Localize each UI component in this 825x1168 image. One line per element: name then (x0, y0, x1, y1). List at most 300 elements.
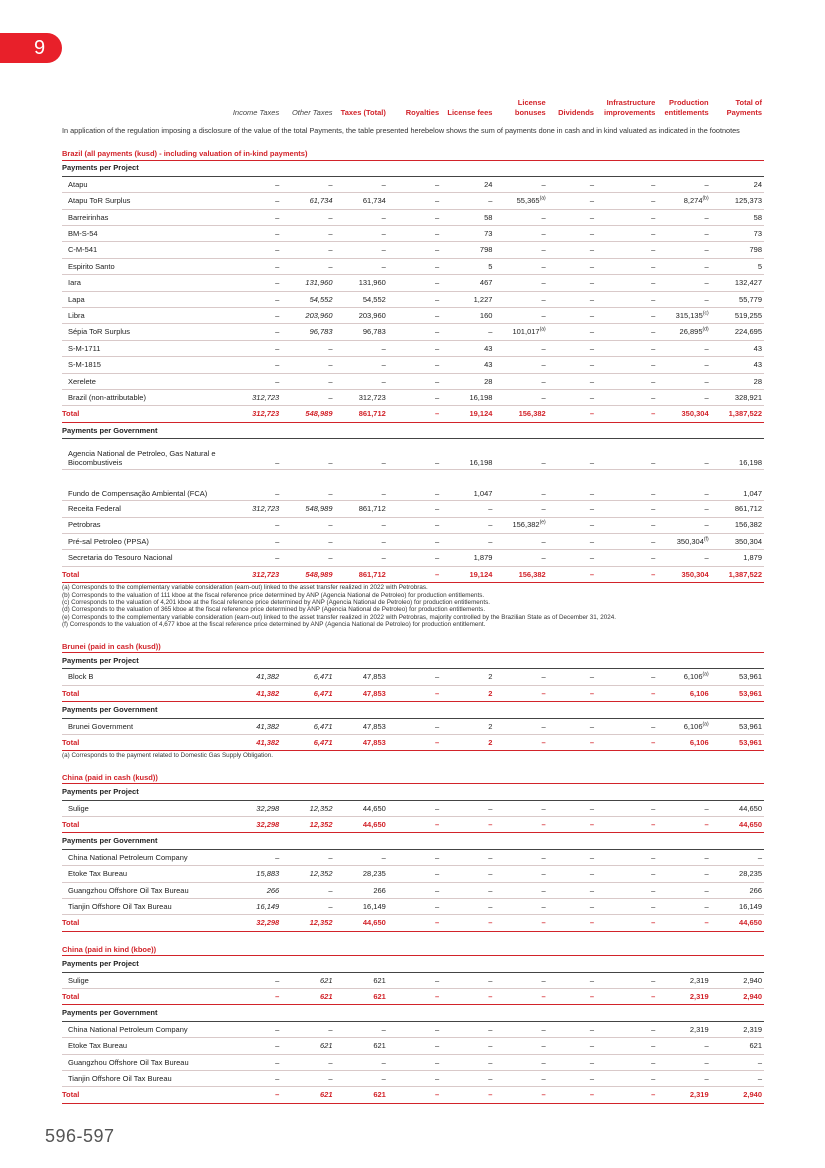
cell-value: – (589, 488, 594, 498)
cell-value: – (651, 1041, 656, 1051)
cell-value: – (651, 721, 656, 731)
value-cell (335, 915, 388, 931)
value-cell (596, 849, 657, 865)
value-cell (388, 1054, 441, 1070)
column-header: Other Taxes (291, 108, 333, 117)
cell-value: – (651, 992, 656, 1002)
row-label: Atapu (62, 176, 228, 192)
row-label: C-M-541 (62, 242, 228, 258)
cell-value: – (589, 179, 594, 189)
cell-value: 350,304 (681, 569, 709, 579)
cell-value: – (541, 1041, 546, 1051)
value-cell (657, 340, 710, 356)
value-cell (441, 1087, 494, 1103)
cell-value: 548,989 (305, 569, 333, 579)
table-row (62, 242, 764, 258)
section-title: China (paid in cash (kusd)) (62, 760, 764, 784)
footnote: (d) Corresponds to the valuation of 365 kboe at the fiscal reference price determined by ANP (Agencia National de Petroleo) for production entitlements. (62, 606, 486, 614)
value-cell (548, 882, 596, 898)
cell-value: – (589, 1090, 594, 1100)
cell-value: – (541, 212, 546, 222)
cell-value: – (275, 553, 280, 563)
value-cell (494, 324, 547, 340)
value-cell (388, 915, 441, 931)
value-cell (657, 899, 710, 915)
cell-value: – (651, 360, 656, 370)
value-cell (494, 357, 547, 373)
value-cell (388, 357, 441, 373)
value-cell (228, 989, 281, 1005)
cell-value: – (434, 409, 440, 419)
value-cell (388, 972, 441, 988)
cell-value: – (704, 229, 709, 238)
cell-value: – (651, 343, 656, 353)
value-cell (228, 669, 281, 685)
value-cell (228, 550, 281, 566)
footnote-ref: (d) (702, 326, 709, 333)
cell-value: – (704, 553, 709, 563)
value-cell (388, 899, 441, 915)
value-cell (228, 291, 281, 307)
cell-value: – (651, 488, 656, 498)
value-cell (388, 275, 441, 291)
value-cell (335, 308, 388, 324)
row-label: BM-S-54 (62, 226, 228, 242)
cell-value: 861,712 (358, 504, 386, 514)
cell-value: 1,879 (743, 553, 762, 563)
column-header-row (62, 98, 764, 118)
cell-value: – (434, 504, 440, 514)
value-cell (335, 242, 388, 258)
value-cell (228, 533, 281, 549)
value-cell (711, 1038, 764, 1054)
value-cell (548, 258, 596, 274)
footnotes (62, 583, 764, 629)
value-cell (548, 866, 596, 882)
section-title-row (62, 760, 764, 784)
header-spacer (62, 98, 228, 118)
cell-value: – (434, 869, 440, 879)
cell-value: 96,783 (309, 327, 333, 337)
value-cell (228, 566, 281, 582)
value-cell (441, 176, 494, 192)
value-cell (548, 817, 596, 833)
cell-value: – (488, 869, 493, 879)
cell-value: 2 (488, 688, 493, 698)
row-label: Fundo de Compensação Ambiental (FCA) (62, 470, 228, 501)
cell-value: – (589, 918, 594, 928)
total-label: Total (62, 734, 228, 750)
cell-value: – (328, 457, 333, 467)
value-cell (281, 357, 334, 373)
value-cell (281, 406, 334, 422)
value-cell (657, 718, 710, 734)
row-label: Tianjin Offshore Oil Tax Bureau (62, 1071, 228, 1087)
column-header: Total of Payments (726, 98, 762, 117)
value-cell (657, 226, 710, 242)
cell-value: – (589, 376, 594, 386)
cell-value: – (589, 975, 594, 985)
cell-value: 8,274 (683, 196, 703, 206)
value-cell (441, 866, 494, 882)
footnotes-row (62, 583, 764, 629)
row-label: Barreirinhas (62, 209, 228, 225)
value-cell (388, 373, 441, 389)
value-cell (281, 242, 334, 258)
row-label: Receita Federal (62, 501, 228, 517)
value-cell (548, 470, 596, 501)
group-title-row (62, 702, 764, 718)
value-cell (441, 193, 494, 209)
cell-value: 131,960 (358, 278, 386, 288)
table-row (62, 209, 764, 225)
value-cell (281, 849, 334, 865)
cell-value: – (275, 327, 280, 337)
value-cell (441, 882, 494, 898)
cell-value: 28,235 (362, 869, 386, 879)
cell-value: – (651, 327, 656, 337)
cell-value: – (541, 852, 546, 862)
cell-value: – (651, 852, 656, 862)
cell-value: – (328, 212, 333, 222)
value-cell (548, 1054, 596, 1070)
cell-value: – (328, 901, 333, 911)
value-cell (388, 1021, 441, 1037)
value-cell (548, 389, 596, 405)
value-cell (228, 242, 281, 258)
cell-value: – (589, 261, 594, 271)
value-cell (596, 1021, 657, 1037)
cell-value: 6,471 (313, 672, 333, 682)
cell-value: 58 (484, 212, 493, 222)
value-cell (596, 899, 657, 915)
cell-value: – (434, 885, 440, 895)
value-cell (441, 406, 494, 422)
cell-value: – (328, 245, 333, 255)
row-label: Guangzhou Offshore Oil Tax Bureau (62, 1054, 228, 1070)
cell-value: 16,198 (739, 457, 762, 467)
cell-value: 160 (479, 310, 493, 320)
cell-value: – (328, 1024, 333, 1034)
value-cell (335, 340, 388, 356)
cell-value: – (541, 1024, 546, 1034)
row-label: Petrobras (62, 517, 228, 533)
total-label: Total (62, 989, 228, 1005)
cell-value: – (589, 737, 594, 747)
cell-value: – (704, 869, 709, 879)
cell-value: 1,387,522 (728, 409, 762, 419)
value-cell (281, 669, 334, 685)
value-cell (657, 989, 710, 1005)
value-cell (494, 849, 547, 865)
cell-value: – (589, 310, 594, 320)
cell-value: – (589, 992, 594, 1002)
value-cell (494, 209, 547, 225)
cell-value: – (328, 360, 333, 370)
cell-value: – (651, 409, 656, 419)
table-row (62, 718, 764, 734)
cell-value: – (275, 1090, 280, 1100)
cell-value: – (434, 212, 440, 222)
value-cell (657, 915, 710, 931)
cell-value: – (328, 376, 333, 386)
value-cell (335, 1038, 388, 1054)
cell-value: 312,723 (252, 569, 280, 579)
cell-value: – (704, 343, 709, 353)
value-cell (281, 550, 334, 566)
value-cell (596, 1054, 657, 1070)
value-cell (596, 866, 657, 882)
value-cell (494, 373, 547, 389)
value-cell (228, 501, 281, 517)
cell-value: – (589, 536, 594, 546)
footnote-ref: (a) (702, 671, 709, 678)
cell-value: – (381, 212, 386, 222)
cell-value: – (651, 261, 656, 271)
column-header: Taxes (Total) (340, 108, 386, 117)
value-cell (388, 685, 441, 701)
table-row (62, 226, 764, 242)
intro-text: In application of the regulation imposing a disclosure of the value of the total Payments, the table presented herebelow shows the sum of payments done in cash and in kind valuated as indicated in the footnotes (62, 126, 740, 135)
value-cell (494, 517, 547, 533)
cell-value: – (589, 392, 594, 402)
value-cell (335, 800, 388, 816)
cell-value: – (651, 376, 656, 386)
cell-value: 312,723 (252, 409, 280, 419)
value-cell (548, 209, 596, 225)
cell-value: – (434, 1090, 440, 1100)
cell-value: – (651, 918, 656, 928)
total-row (62, 685, 764, 701)
value-cell (494, 176, 547, 192)
cell-value: – (434, 196, 440, 206)
cell-value: 2 (488, 721, 493, 731)
cell-value: – (541, 278, 546, 288)
cell-value: – (651, 310, 656, 320)
column-header: License fees (447, 108, 493, 117)
column-header: Production entitlements (664, 98, 709, 117)
cell-value: 44,650 (362, 803, 386, 813)
value-cell (388, 800, 441, 816)
value-cell (596, 324, 657, 340)
section-title-row (62, 931, 764, 956)
cell-value: – (704, 1073, 709, 1083)
cell-value: – (704, 885, 709, 895)
cell-value: 6,106 (689, 737, 709, 747)
value-cell (711, 685, 764, 701)
value-cell (548, 849, 596, 865)
cell-value: – (589, 1057, 594, 1067)
value-cell (657, 800, 710, 816)
cell-value: 2 (488, 672, 493, 682)
value-cell (228, 1054, 281, 1070)
value-cell (441, 470, 494, 501)
value-cell (441, 972, 494, 988)
cell-value: – (589, 820, 594, 829)
value-cell (388, 1071, 441, 1087)
row-label: Pré-sal Petroleo (PPSA) (62, 533, 228, 549)
cell-value: – (541, 721, 546, 731)
value-cell (548, 340, 596, 356)
cell-value: – (488, 1090, 493, 1100)
cell-value: – (651, 1057, 656, 1067)
cell-value: – (541, 488, 546, 498)
value-cell (548, 533, 596, 549)
table-row (62, 899, 764, 915)
cell-value: – (434, 820, 440, 829)
cell-value: 61,734 (309, 196, 333, 206)
column-header: Infrastructure improvements (604, 98, 656, 117)
value-cell (388, 718, 441, 734)
value-cell (596, 389, 657, 405)
cell-value: – (704, 901, 709, 911)
cell-value: 125,373 (734, 196, 762, 206)
value-cell (441, 533, 494, 549)
value-cell (335, 501, 388, 517)
cell-value: – (651, 536, 656, 546)
value-cell (548, 226, 596, 242)
cell-value: 43 (753, 343, 762, 353)
value-cell (548, 406, 596, 422)
value-cell (281, 1087, 334, 1103)
cell-value: 53,961 (739, 672, 762, 682)
cell-value: 43 (484, 343, 493, 353)
value-cell (228, 470, 281, 501)
total-label: Total (62, 566, 228, 582)
cell-value: 1,047 (473, 488, 493, 498)
row-label: Secretaria do Tesouro Nacional (62, 550, 228, 566)
table-row (62, 340, 764, 356)
cell-value: – (434, 688, 440, 698)
value-cell (657, 389, 710, 405)
cell-value: 131,960 (305, 278, 333, 288)
value-cell (441, 501, 494, 517)
cell-value: 96,783 (362, 327, 386, 337)
value-cell (711, 226, 764, 242)
cell-value: – (757, 1073, 762, 1083)
cell-value: 1,879 (473, 553, 493, 563)
value-cell (388, 501, 441, 517)
value-cell (711, 308, 764, 324)
value-cell (281, 275, 334, 291)
cell-value: – (541, 536, 546, 546)
value-cell (441, 734, 494, 750)
value-cell (596, 1038, 657, 1054)
cell-value: – (488, 852, 493, 862)
cell-value: 132,427 (734, 278, 762, 288)
value-cell (441, 915, 494, 931)
cell-value: 6,106 (689, 688, 709, 698)
value-cell (228, 209, 281, 225)
cell-value: – (589, 1073, 594, 1083)
cell-value: 32,298 (256, 803, 280, 813)
section-title-row (62, 629, 764, 653)
section-title: Brunei (paid in cash (kusd)) (62, 629, 764, 653)
cell-value: – (328, 1073, 333, 1083)
value-cell (596, 357, 657, 373)
group-title: Payments per Project (62, 956, 764, 972)
footnote-ref: (b) (702, 195, 709, 202)
cell-value: – (328, 1057, 333, 1067)
cell-value: – (651, 1073, 656, 1083)
value-cell (657, 1021, 710, 1037)
cell-value: – (589, 245, 594, 255)
table-row (62, 373, 764, 389)
value-cell (596, 882, 657, 898)
cell-value: – (434, 327, 440, 337)
value-cell (494, 193, 547, 209)
table-row (62, 972, 764, 988)
value-cell (596, 566, 657, 582)
value-cell (548, 308, 596, 324)
cell-value: 467 (479, 278, 493, 288)
value-cell (228, 849, 281, 865)
cell-value: 621 (320, 1090, 333, 1100)
value-cell (657, 501, 710, 517)
value-cell (548, 734, 596, 750)
table-row (62, 389, 764, 405)
value-cell (657, 972, 710, 988)
value-cell (228, 899, 281, 915)
cell-value: – (381, 520, 386, 530)
table-row (62, 176, 764, 192)
cell-value: 2,319 (689, 1090, 709, 1100)
value-cell (281, 989, 334, 1005)
cell-value: – (704, 820, 709, 829)
group-title-row (62, 422, 764, 438)
value-cell (711, 1071, 764, 1087)
cell-value: 44,650 (739, 803, 762, 813)
cell-value: – (651, 569, 656, 579)
cell-value: – (434, 569, 440, 579)
cell-value: – (434, 1041, 440, 1051)
value-cell (281, 817, 334, 833)
value-cell (596, 989, 657, 1005)
cell-value: – (381, 261, 386, 271)
cell-value: 44,650 (739, 820, 762, 829)
cell-value: – (651, 803, 656, 813)
cell-value: 24 (484, 179, 493, 189)
value-cell (548, 324, 596, 340)
cell-value: – (651, 688, 656, 698)
total-row (62, 1087, 764, 1103)
total-label: Total (62, 685, 228, 701)
footnote: (f) Corresponds to the valuation of 4,677 kboe at the fiscal reference price determined by ANP (Agencia National de Petroleo) for production entitlement. (62, 621, 486, 629)
value-cell (441, 899, 494, 915)
cell-value: 15,883 (256, 869, 280, 879)
value-cell (281, 308, 334, 324)
cell-value: 54,552 (362, 294, 386, 304)
cell-value: – (434, 721, 440, 731)
cell-value: – (541, 392, 546, 402)
value-cell (548, 566, 596, 582)
footnote: (e) Corresponds to the complementary variable consideration (earn-out) linked to the asset transfer realized in 2022 with Petrobras, majority controlled by the Brazilian State as of December 31, 2024. (62, 613, 617, 621)
value-cell (494, 1054, 547, 1070)
value-cell (335, 817, 388, 833)
cell-value: – (704, 852, 709, 862)
value-cell (494, 258, 547, 274)
row-label: China National Petroleum Company (62, 849, 228, 865)
cell-value: – (275, 992, 280, 1002)
total-label: Total (62, 406, 228, 422)
value-cell (494, 989, 547, 1005)
cell-value: 44,650 (362, 820, 386, 829)
value-cell (711, 849, 764, 865)
value-cell (657, 817, 710, 833)
value-cell (441, 800, 494, 816)
cell-value: – (275, 1041, 280, 1051)
value-cell (548, 550, 596, 566)
